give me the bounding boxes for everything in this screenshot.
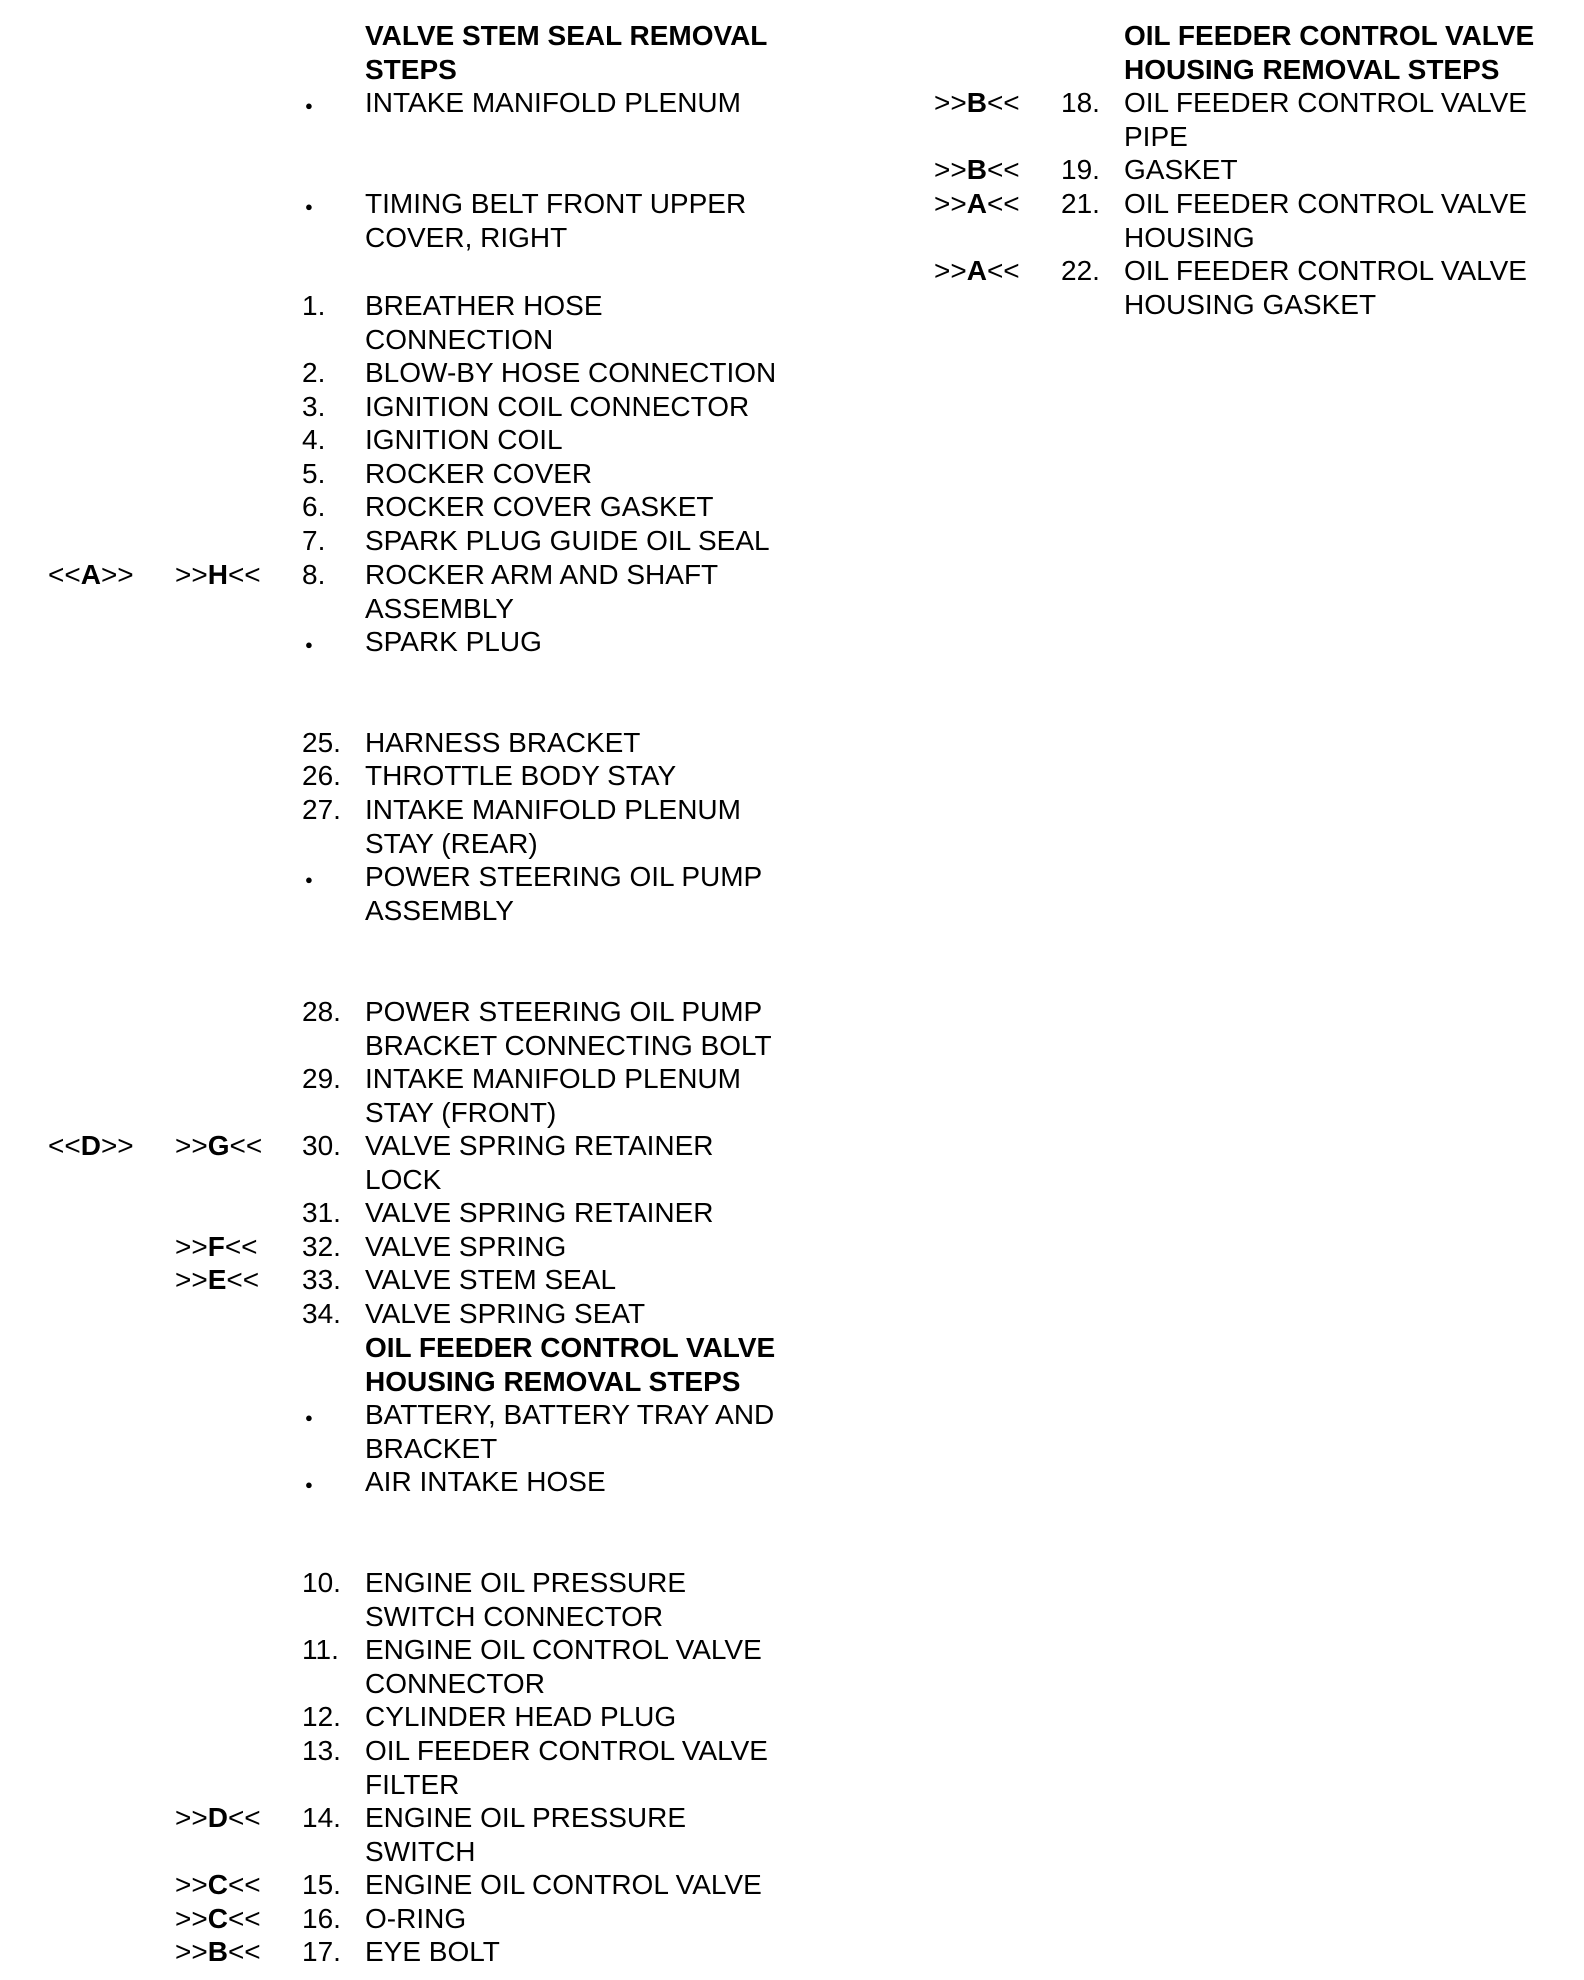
step-number: 29.	[302, 1063, 341, 1094]
installation-point-ref: >>C<<	[175, 1869, 261, 1900]
bullet-icon: ●	[305, 872, 313, 887]
step-number: 27.	[302, 794, 341, 825]
left2-item-line	[0, 1633, 1584, 1666]
left2-item-line	[0, 1768, 1584, 1801]
left2-item-line	[0, 1868, 1584, 1901]
step-label: ASSEMBLY	[365, 592, 514, 624]
step-number: 32.	[302, 1231, 341, 1262]
step-number: 31.	[302, 1197, 341, 1228]
installation-point-ref: >>B<<	[934, 87, 1020, 118]
step-label: O-RING	[365, 1903, 467, 1934]
step-number: 26.	[302, 760, 341, 791]
left-item-line	[0, 827, 1584, 860]
left2-item-line	[0, 1734, 1584, 1767]
step-label: CYLINDER HEAD PLUG	[365, 1701, 677, 1732]
left-item-line	[0, 1297, 1584, 1330]
step-label: OIL FEEDER CONTROL VALVE	[365, 1735, 768, 1766]
step-label: HOUSING GASKET	[1124, 288, 1377, 320]
step-number: 3.	[302, 391, 326, 422]
right-heading-line	[0, 53, 1584, 86]
step-number: 5.	[302, 458, 326, 489]
left-item-line	[0, 558, 1584, 591]
step-label: VALVE SPRING	[365, 1231, 567, 1262]
step-label: CONNECTION	[365, 323, 554, 355]
step-label: BLOW-BY HOSE CONNECTION	[365, 357, 777, 388]
step-label: OIL FEEDER CONTROL VALVE	[1124, 188, 1527, 219]
installation-point-ref: >>A<<	[934, 188, 1020, 219]
left-item-line	[0, 1096, 1584, 1129]
step-label: EYE BOLT	[365, 1936, 500, 1967]
left-item-line	[0, 390, 1584, 423]
step-label: SPARK PLUG	[365, 626, 542, 657]
section-heading: OIL FEEDER CONTROL VALVE	[1124, 20, 1535, 51]
step-label: INTAKE MANIFOLD PLENUM	[365, 1063, 741, 1094]
bullet-icon: ●	[305, 199, 313, 214]
step-label: STAY (REAR)	[365, 827, 538, 859]
step-number: 19.	[1061, 154, 1100, 185]
step-label: ASSEMBLY	[365, 894, 514, 926]
right-heading-line	[0, 19, 1584, 52]
step-number: 14.	[302, 1802, 341, 1833]
step-number: 25.	[302, 727, 341, 758]
left-item-line	[0, 457, 1584, 490]
step-label: FILTER	[365, 1768, 460, 1800]
left2-item-line	[0, 1465, 1584, 1498]
step-label: VALVE STEM SEAL	[365, 1264, 617, 1295]
right-item-line	[0, 86, 1584, 119]
step-label: BREATHER HOSE	[365, 290, 603, 321]
installation-point-ref: >>H<<	[175, 559, 261, 590]
installation-point-ref: >>C<<	[175, 1903, 261, 1934]
section-heading: OIL FEEDER CONTROL VALVE	[365, 1332, 776, 1363]
step-label: SPARK PLUG GUIDE OIL SEAL	[365, 525, 770, 556]
step-label: OIL FEEDER CONTROL VALVE	[1124, 255, 1527, 286]
step-number: 2.	[302, 357, 326, 388]
left-item-line	[0, 1196, 1584, 1229]
step-number: 22.	[1061, 255, 1100, 286]
step-label: CONNECTOR	[365, 1667, 545, 1699]
left2-heading-line	[0, 1365, 1584, 1398]
step-label: BRACKET CONNECTING BOLT	[365, 1029, 772, 1061]
left-item-line	[0, 323, 1584, 356]
section-heading: VALVE STEM SEAL REMOVAL	[365, 20, 768, 51]
left2-item-line	[0, 1566, 1584, 1599]
left-item-line	[0, 995, 1584, 1028]
left2-item-line	[0, 1432, 1584, 1465]
step-label: COVER, RIGHT	[365, 221, 568, 253]
bullet-icon: ●	[305, 98, 313, 113]
step-label: ROCKER COVER	[365, 458, 593, 489]
step-label: VALVE SPRING RETAINER	[365, 1130, 714, 1161]
step-label: GASKET	[1124, 154, 1238, 185]
installation-point-ref: >>B<<	[934, 154, 1020, 185]
installation-point-ref: >>D<<	[175, 1802, 261, 1833]
step-label: POWER STEERING OIL PUMP	[365, 861, 763, 892]
bullet-icon: ●	[305, 1477, 313, 1492]
installation-point-ref: >>A<<	[934, 255, 1020, 286]
right-item-line	[0, 187, 1584, 220]
step-label: AIR INTAKE HOSE	[365, 1466, 606, 1497]
step-number: 15.	[302, 1869, 341, 1900]
step-number: 12.	[302, 1701, 341, 1732]
step-label: HOUSING	[1124, 221, 1255, 253]
step-label: INTAKE MANIFOLD PLENUM	[365, 794, 741, 825]
step-number: 21.	[1061, 188, 1100, 219]
service-point-ref: <<D>>	[48, 1130, 134, 1161]
left2-item-line	[0, 1935, 1584, 1968]
installation-point-ref: >>B<<	[175, 1936, 261, 1967]
step-number: 33.	[302, 1264, 341, 1295]
left2-item-line	[0, 1700, 1584, 1733]
step-label: STAY (FRONT)	[365, 1096, 557, 1128]
step-label: POWER STEERING OIL PUMP	[365, 996, 763, 1027]
section-heading: STEPS	[365, 53, 457, 85]
step-number: 18.	[1061, 87, 1100, 118]
step-number: 28.	[302, 996, 341, 1027]
service-point-ref: <<A>>	[48, 559, 134, 590]
left-item-line	[0, 793, 1584, 826]
left-item-line	[0, 759, 1584, 792]
left-item-line	[0, 625, 1584, 658]
left-item-line	[0, 1029, 1584, 1062]
step-label: IGNITION COIL	[365, 424, 563, 455]
step-number: 1.	[302, 290, 326, 321]
step-label: LOCK	[365, 1163, 442, 1195]
right-item-line	[0, 288, 1584, 321]
right-item-line	[0, 254, 1584, 287]
installation-point-ref: >>E<<	[175, 1264, 260, 1295]
left-item-line	[0, 1263, 1584, 1296]
step-label: IGNITION COIL CONNECTOR	[365, 391, 750, 422]
left-item-line	[0, 726, 1584, 759]
step-label: ENGINE OIL PRESSURE	[365, 1567, 687, 1598]
left2-heading-line	[0, 1331, 1584, 1364]
section-heading: HOUSING REMOVAL STEPS	[365, 1365, 741, 1397]
left-item-line	[0, 894, 1584, 927]
installation-point-ref: >>F<<	[175, 1231, 258, 1262]
step-label: HARNESS BRACKET	[365, 727, 641, 758]
step-number: 10.	[302, 1567, 341, 1598]
step-label: ROCKER ARM AND SHAFT	[365, 559, 719, 590]
left-item-line	[0, 524, 1584, 557]
left2-item-line	[0, 1600, 1584, 1633]
step-number: 16.	[302, 1903, 341, 1934]
left-item-line	[0, 1062, 1584, 1095]
left-item-line	[0, 423, 1584, 456]
step-label: TIMING BELT FRONT UPPER	[365, 188, 747, 219]
left-item-line	[0, 1163, 1584, 1196]
step-label: ENGINE OIL PRESSURE	[365, 1802, 687, 1833]
step-label: SWITCH	[365, 1835, 476, 1867]
left2-item-line	[0, 1902, 1584, 1935]
right-item-line	[0, 120, 1584, 153]
installation-point-ref: >>G<<	[175, 1130, 263, 1161]
step-label: VALVE SPRING SEAT	[365, 1298, 646, 1329]
step-label: SWITCH CONNECTOR	[365, 1600, 664, 1632]
step-number: 7.	[302, 525, 326, 556]
step-label: ENGINE OIL CONTROL VALVE	[365, 1634, 762, 1665]
step-number: 4.	[302, 424, 326, 455]
left-item-line	[0, 592, 1584, 625]
section-heading: HOUSING REMOVAL STEPS	[1124, 53, 1500, 85]
step-number: 34.	[302, 1298, 341, 1329]
right-item-line	[0, 153, 1584, 186]
step-label: VALVE SPRING RETAINER	[365, 1197, 714, 1228]
left-item-line	[0, 490, 1584, 523]
left2-item-line	[0, 1398, 1584, 1431]
left2-item-line	[0, 1667, 1584, 1700]
step-label: THROTTLE BODY STAY	[365, 760, 677, 791]
bullet-icon: ●	[305, 1410, 313, 1425]
step-number: 30.	[302, 1130, 341, 1161]
step-label: OIL FEEDER CONTROL VALVE	[1124, 87, 1527, 118]
bullet-icon: ●	[305, 637, 313, 652]
step-number: 17.	[302, 1936, 341, 1967]
step-number: 8.	[302, 559, 326, 590]
left2-item-line	[0, 1835, 1584, 1868]
step-number: 6.	[302, 491, 326, 522]
step-number: 11.	[302, 1634, 339, 1665]
left-item-line	[0, 1230, 1584, 1263]
step-number: 13.	[302, 1735, 341, 1766]
left-item-line	[0, 860, 1584, 893]
step-label: INTAKE MANIFOLD PLENUM	[365, 87, 741, 118]
step-label: BATTERY, BATTERY TRAY AND	[365, 1399, 775, 1430]
step-label: BRACKET	[365, 1432, 498, 1464]
left-item-line	[0, 1129, 1584, 1162]
left-item-line	[0, 356, 1584, 389]
step-label: ENGINE OIL CONTROL VALVE	[365, 1869, 762, 1900]
step-label: PIPE	[1124, 120, 1188, 152]
right-item-line	[0, 221, 1584, 254]
step-label: ROCKER COVER GASKET	[365, 491, 714, 522]
left2-item-line	[0, 1801, 1584, 1834]
